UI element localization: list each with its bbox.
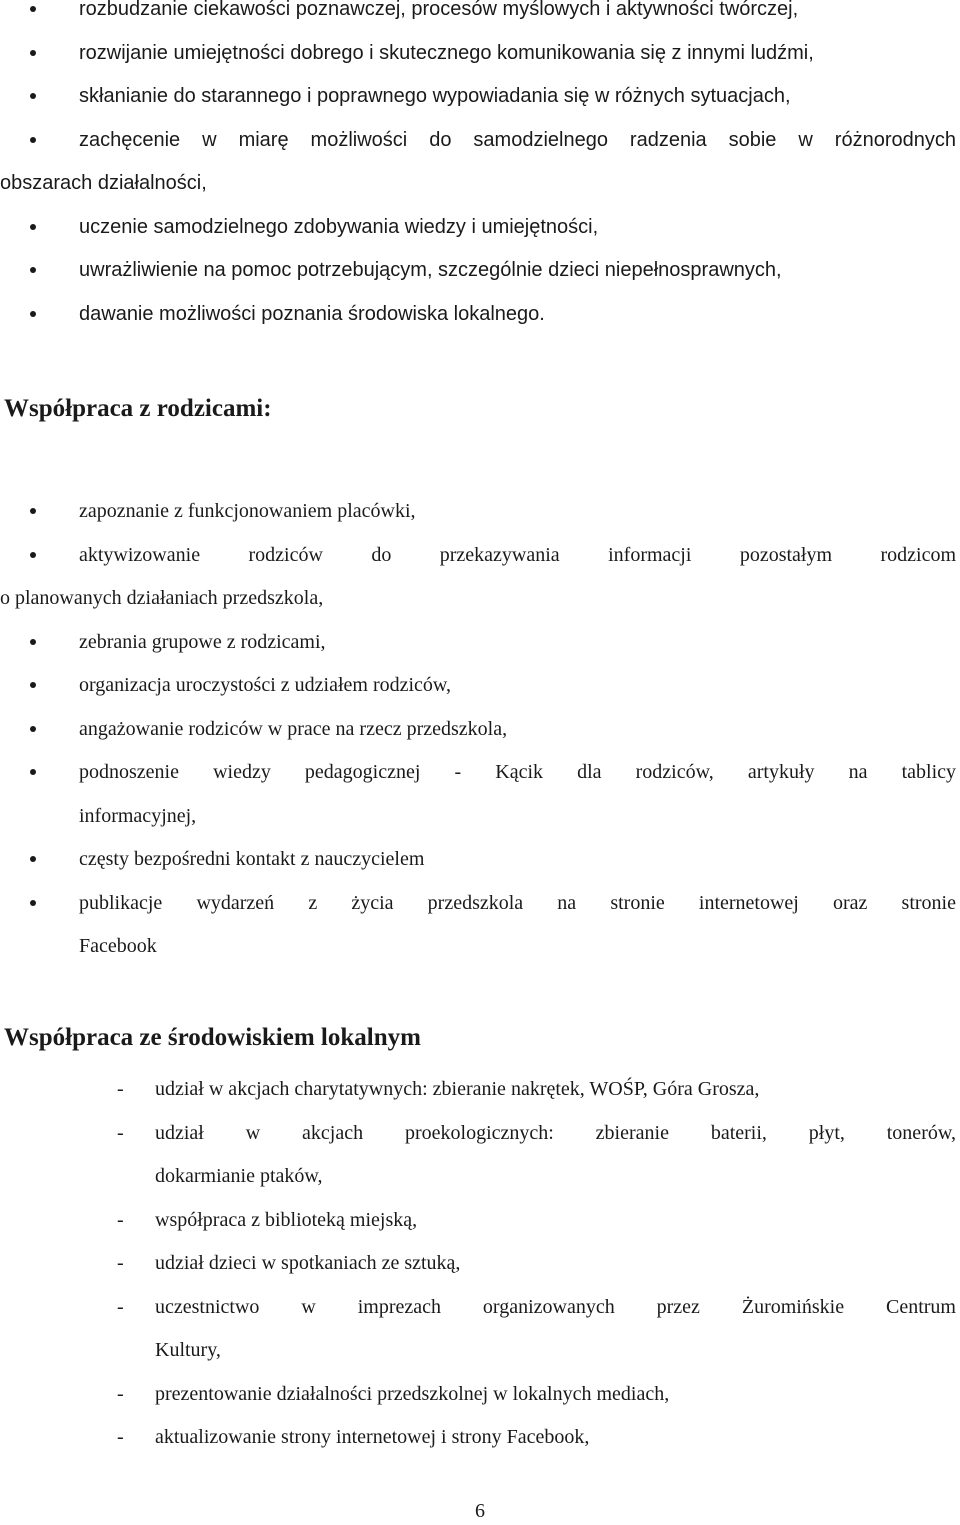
list-item-continuation: Kultury,: [155, 1339, 221, 1361]
list-item: [0, 708, 956, 752]
list-item: [0, 1242, 956, 1286]
list-item: [0, 751, 956, 838]
list-item: [0, 621, 956, 665]
list-item: [0, 32, 956, 76]
list-item-text: podnoszenie wiedzy pedagogicznej - Kącik dla rodziców, artykuły na tablicy: [79, 761, 956, 783]
list-item-continuation: obszarach działalności,: [0, 172, 207, 194]
list-item: [0, 1199, 956, 1243]
page-number: 6: [475, 1500, 485, 1522]
local-community-list: [0, 1068, 956, 1460]
list-item-text: - prezentowanie działalności przedszkolnej w lokalnych mediach,: [155, 1382, 670, 1405]
list-item-continuation: informacyjnej,: [79, 804, 197, 827]
list-item: [0, 1416, 956, 1460]
list-item-text: - udział dzieci w spotkaniach ze sztuką,: [155, 1252, 461, 1274]
list-item-text: organizacja uroczystości z udziałem rodziców,: [79, 674, 452, 696]
list-item-text: rozbudzanie ciekawości poznawczej, procesów myślowych i aktywności twórczej,: [79, 0, 799, 20]
list-item-text: rozwijanie umiejętności dobrego i skutecznego komunikowania się z innymi ludźmi,: [79, 41, 814, 64]
list-item-text: - udział w akcjach charytatywnych: zbieranie nakrętek, WOŚP, Góra Grosza,: [155, 1078, 760, 1100]
list-item-text: publikacje wydarzeń z życia przedszkola na stronie internetowej oraz stronie: [79, 891, 956, 914]
list-item: [0, 664, 956, 708]
list-item-continuation: o planowanych działaniach przedszkola,: [0, 587, 324, 609]
parents-cooperation-list: [0, 490, 956, 969]
list-item-text: częsty bezpośredni kontakt z nauczycielem: [79, 848, 425, 870]
goals-list: [0, 0, 956, 336]
list-item: [0, 75, 956, 119]
local-community-section-heading: Współpraca ze środowiskiem lokalnym: [4, 1024, 421, 1051]
list-item: [0, 293, 956, 337]
list-item-text: dawanie możliwości poznania środowiska lokalnego.: [79, 302, 545, 325]
list-item: [0, 1286, 956, 1373]
list-item: [0, 534, 956, 621]
list-item-text: zebrania grupowe z rodzicami,: [79, 630, 326, 653]
list-item-continuation: Facebook: [79, 935, 157, 957]
list-item: [0, 249, 956, 293]
list-item-text: zachęcenie w miarę możliwości do samodzielnego radzenia sobie w różnorodnych: [79, 128, 956, 151]
list-item: [0, 1112, 956, 1199]
list-item-text: skłanianie do starannego i poprawnego wypowiadania się w różnych sytuacjach,: [79, 85, 791, 107]
list-item: [0, 490, 956, 534]
list-item-continuation: dokarmianie ptaków,: [155, 1165, 323, 1187]
list-item-text: - współpraca z biblioteką miejską,: [155, 1208, 418, 1231]
list-item-text: zapoznanie z funkcjonowaniem placówki,: [79, 500, 416, 522]
list-item: [0, 882, 956, 969]
list-item-text: uczenie samodzielnego zdobywania wiedzy i umiejętności,: [79, 215, 599, 238]
list-item-text: - udział w akcjach proekologicznych: zbieranie baterii, płyt, tonerów,: [155, 1121, 956, 1144]
list-item-text: uwrażliwienie na pomoc potrzebującym, szczególnie dzieci niepełnosprawnych,: [79, 259, 782, 281]
list-item: [0, 206, 956, 250]
list-item: [0, 0, 956, 32]
list-item: [0, 1373, 956, 1417]
list-item-text: aktywizowanie rodziców do przekazywania informacji pozostałym rodzicom: [79, 543, 956, 566]
list-item-text: - uczestnictwo w imprezach organizowanych przez Żuromińskie Centrum: [155, 1295, 956, 1318]
list-item-text: - aktualizowanie strony internetowej i strony Facebook,: [155, 1426, 590, 1448]
list-item: [0, 119, 956, 206]
list-item: [0, 1068, 956, 1112]
parents-section-heading: Współpraca z rodzicami:: [4, 395, 272, 422]
list-item: [0, 838, 956, 882]
list-item-text: angażowanie rodziców w prace na rzecz przedszkola,: [79, 717, 508, 740]
